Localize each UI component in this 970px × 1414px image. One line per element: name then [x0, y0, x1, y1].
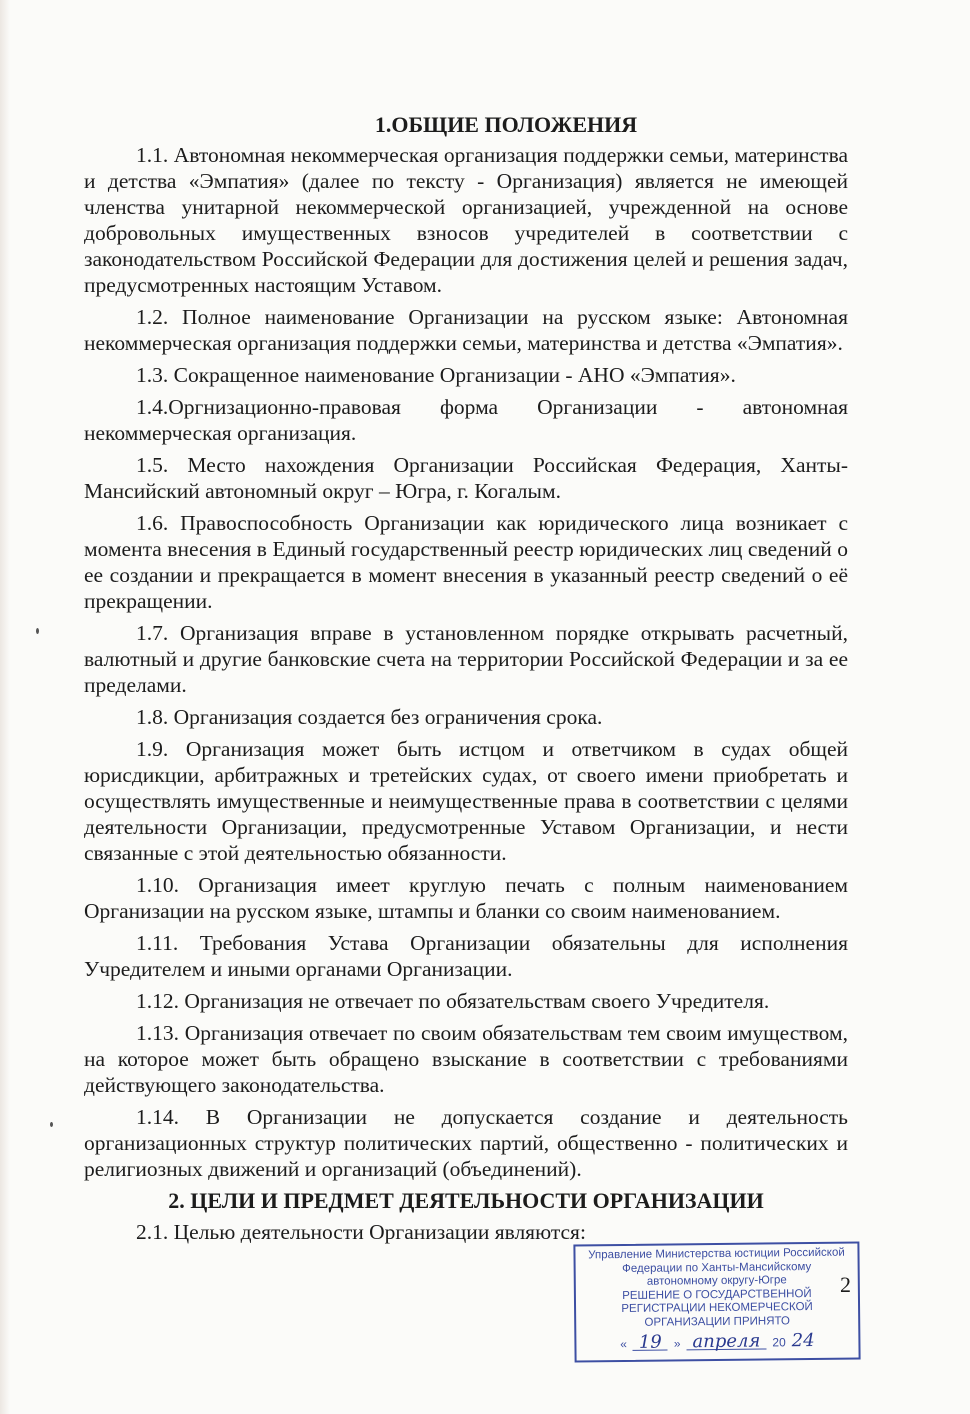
- clause-1-5: 1.5. Место нахождения Организации Российская Федерация, Ханты-Мансийский автономный округ – Югра, г. Когалым.: [84, 453, 848, 503]
- page-number: 2: [840, 1272, 851, 1297]
- section-2-title: 2. ЦЕЛИ И ПРЕДМЕТ ДЕЯТЕЛЬНОСТИ ОРГАНИЗАЦИИ: [168, 1188, 764, 1213]
- stamp-date: « 19 » апреля 20 24: [620, 1329, 815, 1353]
- registration-stamp: [573, 1242, 860, 1363]
- stamp-line-3: автономному округу-Югре: [646, 1274, 787, 1288]
- stamp-line-5: РЕГИСТРАЦИИ НЕКОМЕРЧЕСКОЙ: [621, 1300, 813, 1316]
- clause-1-6: 1.6. Правоспособность Организации как юридического лица возникает с момента внесения в Единый государственный реестр юридических лиц сведений о ее создании и прекращается в момент внесения в указанный реестр сведений о её прекращении.: [84, 511, 848, 613]
- clause-1-13: 1.13. Организация отвечает по своим обязательствам тем своим имуществом, на которое может быть обращено взыскание в соответствии с требованиями действующего законодательства.: [84, 1021, 848, 1097]
- clause-1-2: 1.2. Полное наименование Организации на русском языке: Автономная некоммерческая организация поддержки семьи, материнства и детства «Эмпатия».: [84, 305, 848, 355]
- stamp-year-prefix: 20: [772, 1335, 786, 1350]
- clause-1-12: 1.12. Организация не отвечает по обязательствам своего Учредителя.: [136, 989, 770, 1013]
- stamp-year-suffix: 24: [791, 1329, 815, 1352]
- clause-1-9: 1.9. Организация может быть истцом и ответчиком в судах общей юрисдикции, арбитражных и третейских судах, от своего имени приобретать и осуществлять имущественные и неимущественные права в соответствии с целями деятельности Организации, предусмотренные Уставом Организации, и нести связанные с этой деятельностью обязанности.: [84, 737, 848, 865]
- stamp-month: апреля: [686, 1334, 766, 1349]
- clause-1-11: 1.11. Требования Устава Организации обязательны для исполнения Учредителем и иными органами Организации.: [84, 931, 848, 981]
- section-1-title: 1.ОБЩИЕ ПОЛОЖЕНИЯ: [374, 112, 638, 137]
- scan-speck: [50, 1122, 53, 1127]
- stamp-line-6: ОРГАНИЗАЦИИ ПРИНЯТО: [644, 1314, 790, 1329]
- clause-1-3: 1.3. Сокращенное наименование Организации - АНО «Эмпатия».: [136, 363, 736, 387]
- scan-speck: [36, 628, 39, 634]
- clause-1-14: 1.14. В Организации не допускается создание и деятельность организационных структур политических партий, общественно - политических и религиозных движений и организаций (объединений).: [84, 1105, 848, 1181]
- stamp-line-4: РЕШЕНИЕ О ГОСУДАРСТВЕННОЙ: [622, 1287, 812, 1302]
- clause-1-7: 1.7. Организация вправе в установленном порядке открывать расчетный, валютный и другие банковские счета на территории Российской Федерации и за ее пределами.: [84, 621, 848, 697]
- stamp-line-2: Федерации по Ханты-Мансийскому: [622, 1260, 812, 1275]
- clause-1-10: 1.10. Организация имеет круглую печать с полным наименованием Организации на русском языке, штампы и бланки со своим наименованием.: [84, 873, 848, 923]
- document-body: [84, 112, 848, 1251]
- stamp-line-1: Управление Министерства юстиции Российской: [588, 1246, 845, 1262]
- clause-2-1: 2.1. Целью деятельности Организации являются:: [136, 1220, 586, 1244]
- stamp-day: 19: [633, 1336, 668, 1351]
- clause-1-4: 1.4.Оргнизационно-правовая форма Организации - автономная некоммерческая организация.: [84, 395, 848, 445]
- clause-1-8: 1.8. Организация создается без ограничения срока.: [136, 705, 603, 729]
- clause-1-1: 1.1. Автономная некоммерческая организация поддержки семьи, материнства и детства «Эмпатия» (далее по тексту - Организация) является не имеющей членства унитарной некоммерческой организацией, учрежденной на основе добровольных имущественных взносов учредителей в соответствии с законодательством Российской Федерации для достижения целей и решения задач, предусмотренных настоящим Уставом.: [84, 143, 848, 297]
- page-edge-shadow: [0, 0, 10, 1414]
